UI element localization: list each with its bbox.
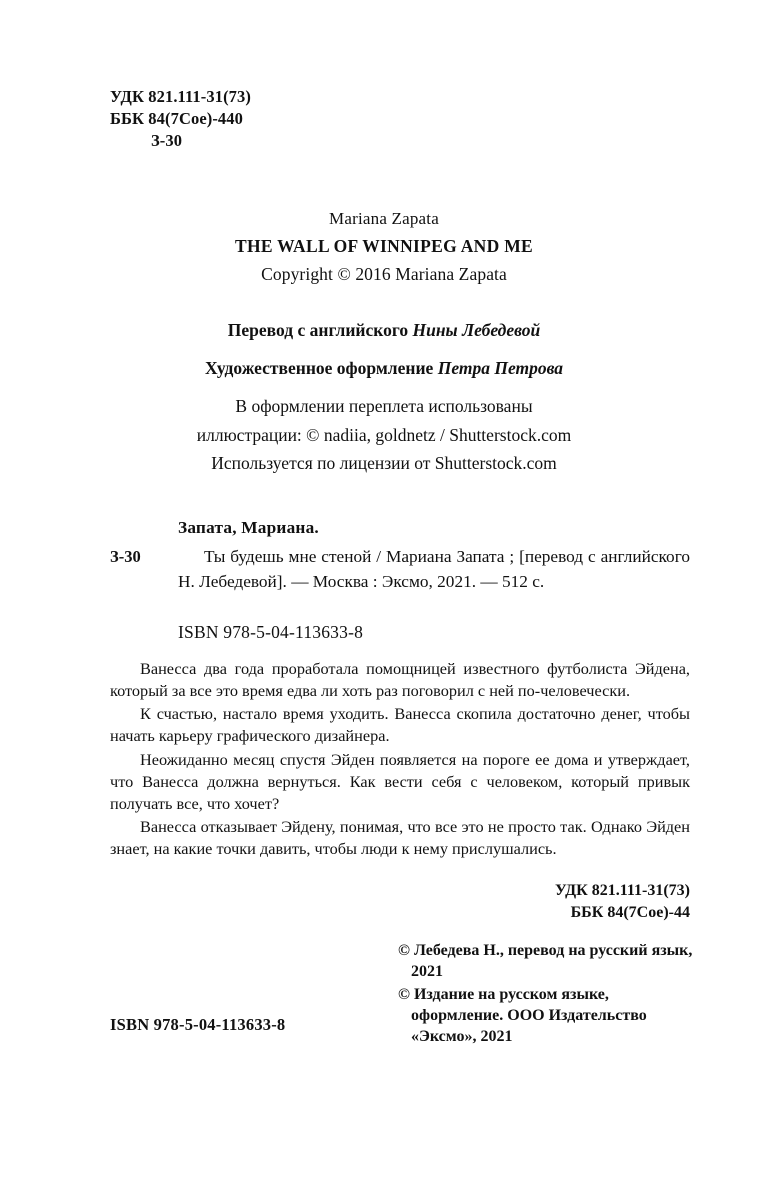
translation-credit: [0, 316, 768, 344]
cover-illustration-note: [0, 392, 768, 478]
annotation-paragraph: К счастью, настало время уходить. Ванесса скопила достаточно денег, чтобы начать карьеру графического дизайнера.: [110, 704, 690, 746]
original-author: Mariana Zapata: [329, 209, 439, 228]
translator-name: Нины Лебедевой: [412, 320, 541, 340]
annotation-paragraph: Ванесса два года проработала помощницей известного футболиста Эйдена, который за все это время едва ли хоть раз поговорил с ней по-человечески.: [110, 659, 690, 701]
translation-label: Перевод с английского: [227, 320, 413, 340]
design-credit: [0, 354, 768, 382]
copyright-translation: © Лебедева Н., перевод на русский язык, 2021: [398, 942, 693, 981]
design-label: Художественное оформление: [204, 358, 438, 379]
cover-note-line-2: иллюстрации: © nadiia, goldnetz / Shutterstock.com: [196, 424, 572, 445]
catalog-description: Ты будешь мне стеной / Мариана Запата ; [перевод с английского Н. Лебедевой]. — Москва : Эксмо, 2021. — 512 с.: [178, 547, 690, 592]
bbk-code-top: ББК 84(7Сое)-440: [110, 108, 243, 128]
copyright-bottom-block: [398, 940, 698, 1050]
cover-note-line-1: В оформлении переплета использованы: [235, 396, 533, 416]
catalog-author: Запата, Мариана.: [178, 518, 319, 537]
annotation-paragraph: Ванесса отказывает Эйдену, понимая, что все это не просто так. Однако Эйден знает, на какие точки давить, чтобы люди к нему прислушались.: [110, 817, 690, 859]
designer-name: Петра Петрова: [437, 358, 564, 379]
catalog-body: [110, 544, 690, 594]
catalog-block: [110, 515, 690, 594]
udk-block-top: [110, 86, 251, 151]
cover-note-line-3: Используется по лицензии от Shutterstock.com: [211, 453, 557, 474]
copyright-edition: © Издание на русском языке, оформление. ООО Издательство «Эксмо», 2021: [398, 986, 647, 1046]
bbk-code-bottom: ББК 84(7Сое)-44: [570, 903, 690, 921]
udk-code-bottom: УДК 821.111-31(73): [555, 882, 690, 899]
udk-code-top: УДК 821.111-31(73): [110, 87, 251, 106]
udk-block-bottom: [555, 880, 690, 923]
original-title: THE WALL OF WINNIPEG AND ME: [234, 235, 534, 256]
original-edition-block: [0, 206, 768, 288]
annotation-paragraph: Неожиданно месяц спустя Эйден появляется на пороге ее дома и утверждает, что Ванесса должна вернуться. Как вести себя с человеком, который привык получать все, что хочет?: [110, 749, 690, 813]
catalog-sigla-top: З-30: [150, 130, 183, 150]
original-copyright: Copyright © 2016 Mariana Zapata: [261, 263, 507, 284]
annotation-block: [110, 658, 690, 861]
catalog-sigla: З-30: [110, 547, 141, 567]
credits-block: [0, 316, 768, 393]
isbn-main: ISBN 978-5-04-113633-8: [178, 622, 364, 642]
isbn-bottom: ISBN 978-5-04-113633-8: [110, 1015, 286, 1034]
